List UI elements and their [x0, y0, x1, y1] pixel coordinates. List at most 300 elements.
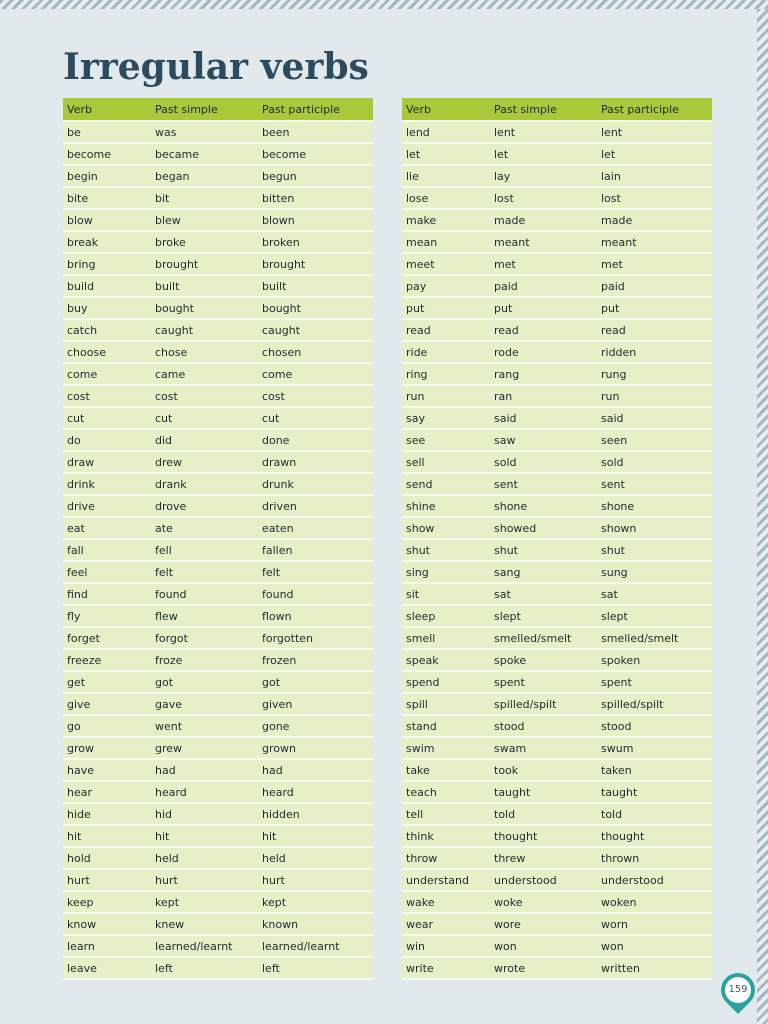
past-participle-cell: hidden	[258, 803, 373, 825]
table-row	[402, 869, 712, 891]
verb-cell: cut	[63, 407, 151, 429]
table-row	[402, 385, 712, 407]
table-row	[63, 539, 373, 561]
table-row	[402, 803, 712, 825]
table-header-row	[402, 98, 712, 121]
header-past-simple: Past simple	[151, 98, 258, 121]
header-past-participle: Past participle	[597, 98, 712, 121]
verb-cell: give	[63, 693, 151, 715]
past-simple-cell: hurt	[151, 869, 258, 891]
past-participle-cell: broken	[258, 231, 373, 253]
verb-cell: shine	[402, 495, 490, 517]
table-row	[63, 957, 373, 979]
past-participle-cell: thought	[597, 825, 712, 847]
verb-cell: swim	[402, 737, 490, 759]
past-participle-cell: hurt	[258, 869, 373, 891]
past-participle-cell: shut	[597, 539, 712, 561]
table-row	[63, 583, 373, 605]
header-past-participle: Past participle	[258, 98, 373, 121]
verb-cell: run	[402, 385, 490, 407]
verb-cell: throw	[402, 847, 490, 869]
verb-cell: catch	[63, 319, 151, 341]
past-simple-cell: meant	[490, 231, 597, 253]
verb-cell: let	[402, 143, 490, 165]
past-participle-cell: understood	[597, 869, 712, 891]
past-participle-cell: swum	[597, 737, 712, 759]
verb-cell: understand	[402, 869, 490, 891]
past-participle-cell: flown	[258, 605, 373, 627]
past-participle-cell: drawn	[258, 451, 373, 473]
table-row	[402, 165, 712, 187]
past-participle-cell: built	[258, 275, 373, 297]
past-simple-cell: understood	[490, 869, 597, 891]
past-participle-cell: sent	[597, 473, 712, 495]
table-row	[402, 319, 712, 341]
past-participle-cell: fallen	[258, 539, 373, 561]
past-participle-cell: let	[597, 143, 712, 165]
past-participle-cell: forgotten	[258, 627, 373, 649]
verb-cell: get	[63, 671, 151, 693]
table-row	[402, 671, 712, 693]
past-simple-cell: broke	[151, 231, 258, 253]
past-simple-cell: bit	[151, 187, 258, 209]
table-row	[402, 407, 712, 429]
past-participle-cell: sung	[597, 561, 712, 583]
past-participle-cell: cut	[258, 407, 373, 429]
past-simple-cell: felt	[151, 561, 258, 583]
verb-cell: take	[402, 759, 490, 781]
past-simple-cell: sent	[490, 473, 597, 495]
past-participle-cell: lain	[597, 165, 712, 187]
past-simple-cell: hit	[151, 825, 258, 847]
top-hatch-border	[0, 0, 768, 9]
past-participle-cell: known	[258, 913, 373, 935]
past-simple-cell: taught	[490, 781, 597, 803]
past-simple-cell: lay	[490, 165, 597, 187]
past-participle-cell: paid	[597, 275, 712, 297]
table-row	[402, 341, 712, 363]
table-row	[63, 385, 373, 407]
verb-cell: keep	[63, 891, 151, 913]
table-row	[63, 253, 373, 275]
past-simple-cell: gave	[151, 693, 258, 715]
table-row	[63, 231, 373, 253]
verb-cell: sit	[402, 583, 490, 605]
verb-cell: buy	[63, 297, 151, 319]
table-row	[402, 473, 712, 495]
past-participle-cell: lost	[597, 187, 712, 209]
table-row	[63, 495, 373, 517]
past-participle-cell: rung	[597, 363, 712, 385]
table-row	[63, 363, 373, 385]
past-simple-cell: took	[490, 759, 597, 781]
table-row	[63, 715, 373, 737]
past-simple-cell: sang	[490, 561, 597, 583]
header-past-simple: Past simple	[490, 98, 597, 121]
past-simple-cell: kept	[151, 891, 258, 913]
verb-cell: learn	[63, 935, 151, 957]
table-row	[63, 737, 373, 759]
past-simple-cell: read	[490, 319, 597, 341]
past-simple-cell: lent	[490, 121, 597, 143]
table-row	[63, 605, 373, 627]
verb-cell: sleep	[402, 605, 490, 627]
past-simple-cell: won	[490, 935, 597, 957]
table-row	[63, 891, 373, 913]
past-participle-cell: met	[597, 253, 712, 275]
past-simple-cell: hid	[151, 803, 258, 825]
past-simple-cell: spoke	[490, 649, 597, 671]
past-simple-cell: went	[151, 715, 258, 737]
past-participle-cell: hit	[258, 825, 373, 847]
past-simple-cell: chose	[151, 341, 258, 363]
past-participle-cell: ridden	[597, 341, 712, 363]
header-verb: Verb	[402, 98, 490, 121]
past-simple-cell: found	[151, 583, 258, 605]
table-row	[402, 737, 712, 759]
table-row	[63, 187, 373, 209]
past-participle-cell: written	[597, 957, 712, 979]
past-participle-cell: held	[258, 847, 373, 869]
past-simple-cell: sold	[490, 451, 597, 473]
past-participle-cell: brought	[258, 253, 373, 275]
verb-cell: show	[402, 517, 490, 539]
past-simple-cell: sat	[490, 583, 597, 605]
table-row	[402, 297, 712, 319]
past-simple-cell: flew	[151, 605, 258, 627]
verb-cell: freeze	[63, 649, 151, 671]
verb-cell: ride	[402, 341, 490, 363]
table-row	[402, 363, 712, 385]
past-participle-cell: shown	[597, 517, 712, 539]
past-simple-cell: rode	[490, 341, 597, 363]
past-participle-cell: kept	[258, 891, 373, 913]
verb-cell: hit	[63, 825, 151, 847]
verb-cell: blow	[63, 209, 151, 231]
past-simple-cell: became	[151, 143, 258, 165]
verbs-table-right-body	[402, 121, 712, 979]
table-row	[402, 275, 712, 297]
table-row	[63, 341, 373, 363]
past-participle-cell: spoken	[597, 649, 712, 671]
table-row	[63, 209, 373, 231]
table-header-row	[63, 98, 373, 121]
verb-cell: draw	[63, 451, 151, 473]
past-simple-cell: ran	[490, 385, 597, 407]
verb-cell: begin	[63, 165, 151, 187]
verb-cell: leave	[63, 957, 151, 979]
past-simple-cell: saw	[490, 429, 597, 451]
past-participle-cell: gone	[258, 715, 373, 737]
past-simple-cell: swam	[490, 737, 597, 759]
past-participle-cell: spilled/spilt	[597, 693, 712, 715]
past-simple-cell: woke	[490, 891, 597, 913]
past-simple-cell: wrote	[490, 957, 597, 979]
verb-cell: spill	[402, 693, 490, 715]
verbs-table-left-body	[63, 121, 373, 979]
table-row	[63, 451, 373, 473]
past-simple-cell: made	[490, 209, 597, 231]
table-row	[402, 517, 712, 539]
verb-cell: be	[63, 121, 151, 143]
verb-cell: eat	[63, 517, 151, 539]
past-participle-cell: got	[258, 671, 373, 693]
verb-cell: bring	[63, 253, 151, 275]
past-simple-cell: brought	[151, 253, 258, 275]
verbs-table-right	[402, 98, 712, 980]
past-participle-cell: said	[597, 407, 712, 429]
table-row	[63, 143, 373, 165]
table-row	[402, 231, 712, 253]
past-simple-cell: knew	[151, 913, 258, 935]
verb-cell: tell	[402, 803, 490, 825]
verb-cell: write	[402, 957, 490, 979]
table-row	[63, 847, 373, 869]
verb-cell: lend	[402, 121, 490, 143]
past-simple-cell: got	[151, 671, 258, 693]
verb-cell: come	[63, 363, 151, 385]
past-simple-cell: fell	[151, 539, 258, 561]
past-simple-cell: drove	[151, 495, 258, 517]
table-row	[402, 495, 712, 517]
past-participle-cell: run	[597, 385, 712, 407]
table-row	[63, 429, 373, 451]
verb-cell: know	[63, 913, 151, 935]
past-simple-cell: stood	[490, 715, 597, 737]
table-row	[63, 275, 373, 297]
verb-cell: hide	[63, 803, 151, 825]
past-simple-cell: cost	[151, 385, 258, 407]
past-participle-cell: spent	[597, 671, 712, 693]
table-row	[63, 825, 373, 847]
table-row	[63, 517, 373, 539]
verb-cell: smell	[402, 627, 490, 649]
past-participle-cell: bitten	[258, 187, 373, 209]
table-row	[402, 847, 712, 869]
verb-cell: speak	[402, 649, 490, 671]
past-simple-cell: grew	[151, 737, 258, 759]
past-simple-cell: left	[151, 957, 258, 979]
past-participle-cell: read	[597, 319, 712, 341]
table-row	[402, 627, 712, 649]
table-row	[402, 825, 712, 847]
past-participle-cell: woken	[597, 891, 712, 913]
past-participle-cell: stood	[597, 715, 712, 737]
verb-cell: grow	[63, 737, 151, 759]
past-simple-cell: told	[490, 803, 597, 825]
verb-cell: wear	[402, 913, 490, 935]
past-participle-cell: slept	[597, 605, 712, 627]
table-row	[63, 561, 373, 583]
verb-cell: shut	[402, 539, 490, 561]
header-verb: Verb	[63, 98, 151, 121]
verb-cell: win	[402, 935, 490, 957]
past-simple-cell: wore	[490, 913, 597, 935]
past-simple-cell: began	[151, 165, 258, 187]
past-participle-cell: frozen	[258, 649, 373, 671]
verb-cell: say	[402, 407, 490, 429]
table-row	[402, 913, 712, 935]
past-simple-cell: paid	[490, 275, 597, 297]
past-participle-cell: felt	[258, 561, 373, 583]
verb-cell: stand	[402, 715, 490, 737]
page-number: 159	[728, 984, 748, 995]
past-participle-cell: lent	[597, 121, 712, 143]
verb-cell: fly	[63, 605, 151, 627]
past-simple-cell: spent	[490, 671, 597, 693]
verb-cell: meet	[402, 253, 490, 275]
table-row	[63, 913, 373, 935]
past-participle-cell: sold	[597, 451, 712, 473]
verb-cell: mean	[402, 231, 490, 253]
past-participle-cell: heard	[258, 781, 373, 803]
table-row	[63, 759, 373, 781]
right-hatch-border	[757, 9, 768, 1024]
past-participle-cell: driven	[258, 495, 373, 517]
verb-cell: see	[402, 429, 490, 451]
past-simple-cell: shut	[490, 539, 597, 561]
verb-cell: hear	[63, 781, 151, 803]
past-simple-cell: came	[151, 363, 258, 385]
past-simple-cell: heard	[151, 781, 258, 803]
verb-cell: make	[402, 209, 490, 231]
past-participle-cell: bought	[258, 297, 373, 319]
past-participle-cell: cost	[258, 385, 373, 407]
past-participle-cell: had	[258, 759, 373, 781]
verb-cell: ring	[402, 363, 490, 385]
past-participle-cell: won	[597, 935, 712, 957]
table-row	[402, 781, 712, 803]
past-participle-cell: eaten	[258, 517, 373, 539]
verb-cell: feel	[63, 561, 151, 583]
table-row	[402, 451, 712, 473]
verb-cell: lie	[402, 165, 490, 187]
table-row	[402, 539, 712, 561]
past-simple-cell: blew	[151, 209, 258, 231]
verbs-table-left	[63, 98, 373, 980]
past-participle-cell: grown	[258, 737, 373, 759]
past-participle-cell: sat	[597, 583, 712, 605]
past-simple-cell: met	[490, 253, 597, 275]
past-simple-cell: cut	[151, 407, 258, 429]
verb-cell: hold	[63, 847, 151, 869]
past-simple-cell: lost	[490, 187, 597, 209]
past-participle-cell: chosen	[258, 341, 373, 363]
table-row	[402, 583, 712, 605]
table-row	[63, 121, 373, 143]
past-participle-cell: worn	[597, 913, 712, 935]
verb-cell: bite	[63, 187, 151, 209]
past-participle-cell: smelled/smelt	[597, 627, 712, 649]
past-simple-cell: shone	[490, 495, 597, 517]
past-participle-cell: been	[258, 121, 373, 143]
table-row	[402, 891, 712, 913]
past-simple-cell: threw	[490, 847, 597, 869]
past-simple-cell: caught	[151, 319, 258, 341]
past-simple-cell: ate	[151, 517, 258, 539]
verb-cell: forget	[63, 627, 151, 649]
past-participle-cell: learned/learnt	[258, 935, 373, 957]
verb-cell: fall	[63, 539, 151, 561]
past-participle-cell: told	[597, 803, 712, 825]
table-row	[402, 561, 712, 583]
past-participle-cell: come	[258, 363, 373, 385]
table-row	[402, 253, 712, 275]
past-participle-cell: drunk	[258, 473, 373, 495]
past-simple-cell: did	[151, 429, 258, 451]
table-row	[63, 869, 373, 891]
past-participle-cell: caught	[258, 319, 373, 341]
past-simple-cell: said	[490, 407, 597, 429]
past-participle-cell: put	[597, 297, 712, 319]
past-simple-cell: bought	[151, 297, 258, 319]
past-simple-cell: built	[151, 275, 258, 297]
table-row	[402, 143, 712, 165]
table-row	[402, 605, 712, 627]
verb-cell: drink	[63, 473, 151, 495]
table-row	[402, 209, 712, 231]
verb-cell: have	[63, 759, 151, 781]
verb-cell: pay	[402, 275, 490, 297]
past-participle-cell: made	[597, 209, 712, 231]
table-row	[402, 187, 712, 209]
table-row	[63, 473, 373, 495]
past-participle-cell: found	[258, 583, 373, 605]
past-participle-cell: done	[258, 429, 373, 451]
verb-cell: put	[402, 297, 490, 319]
verb-cell: hurt	[63, 869, 151, 891]
verb-cell: cost	[63, 385, 151, 407]
table-row	[63, 649, 373, 671]
verb-cell: spend	[402, 671, 490, 693]
verb-cell: sell	[402, 451, 490, 473]
table-row	[402, 759, 712, 781]
table-row	[402, 715, 712, 737]
past-simple-cell: thought	[490, 825, 597, 847]
past-simple-cell: learned/learnt	[151, 935, 258, 957]
past-participle-cell: left	[258, 957, 373, 979]
verb-cell: send	[402, 473, 490, 495]
past-simple-cell: held	[151, 847, 258, 869]
past-participle-cell: taught	[597, 781, 712, 803]
table-row	[402, 957, 712, 979]
table-row	[402, 429, 712, 451]
table-row	[63, 935, 373, 957]
table-row	[63, 165, 373, 187]
verb-cell: go	[63, 715, 151, 737]
past-participle-cell: meant	[597, 231, 712, 253]
table-row	[63, 781, 373, 803]
past-participle-cell: seen	[597, 429, 712, 451]
past-participle-cell: taken	[597, 759, 712, 781]
table-row	[63, 671, 373, 693]
past-simple-cell: was	[151, 121, 258, 143]
table-row	[402, 935, 712, 957]
table-row	[63, 803, 373, 825]
page-title: Irregular verbs	[63, 46, 369, 88]
past-simple-cell: spilled/spilt	[490, 693, 597, 715]
past-participle-cell: become	[258, 143, 373, 165]
verb-cell: choose	[63, 341, 151, 363]
past-simple-cell: forgot	[151, 627, 258, 649]
table-row	[63, 407, 373, 429]
verb-cell: think	[402, 825, 490, 847]
past-simple-cell: had	[151, 759, 258, 781]
past-simple-cell: rang	[490, 363, 597, 385]
past-simple-cell: drew	[151, 451, 258, 473]
verb-cell: do	[63, 429, 151, 451]
past-simple-cell: smelled/smelt	[490, 627, 597, 649]
